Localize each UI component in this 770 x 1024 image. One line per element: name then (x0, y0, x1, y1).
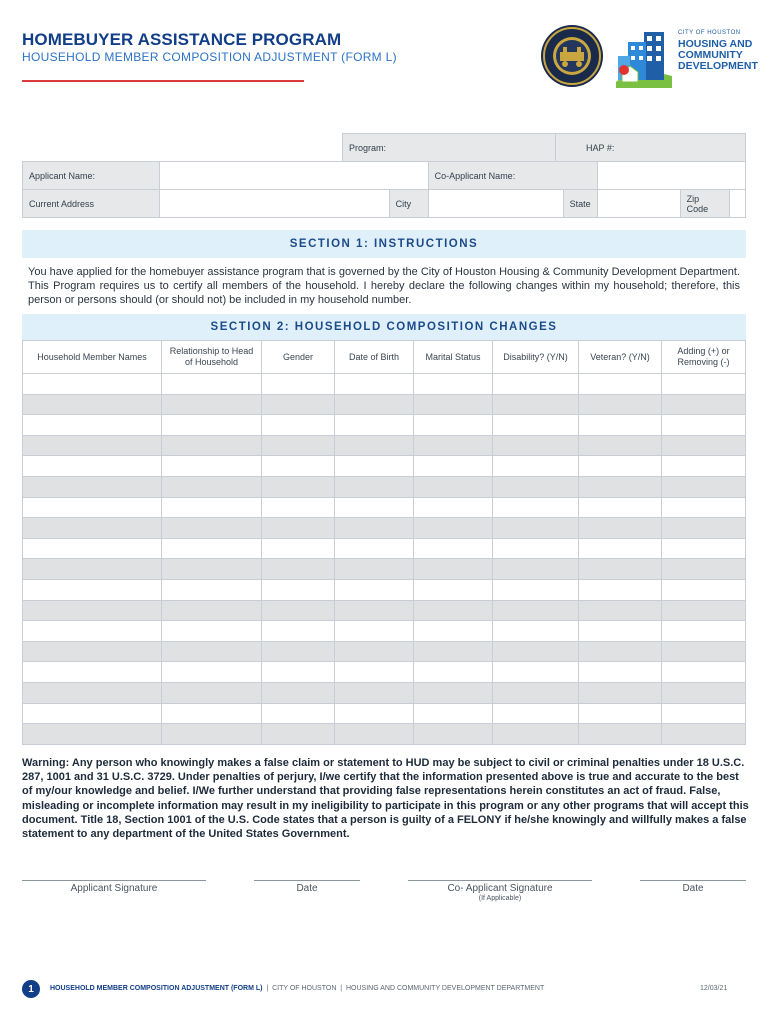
col-disability: Disability? (Y/N) (493, 341, 579, 374)
table-cell[interactable] (662, 518, 746, 539)
table-row (23, 476, 746, 497)
table-cell[interactable] (262, 374, 335, 395)
state-input[interactable] (597, 190, 680, 218)
table-cell[interactable] (414, 641, 493, 662)
table-cell[interactable] (493, 559, 579, 580)
table-row (23, 682, 746, 703)
logo-line-1: HOUSING AND (678, 38, 753, 50)
household-table-header (23, 341, 746, 374)
section-1-header: SECTION 1: INSTRUCTIONS (22, 230, 746, 258)
table-row (23, 724, 746, 745)
applicant-signature-line[interactable] (22, 880, 206, 881)
table-cell[interactable] (662, 621, 746, 642)
table-row (23, 394, 746, 415)
table-row (23, 374, 746, 395)
table-cell[interactable] (23, 559, 162, 580)
table-cell[interactable] (262, 641, 335, 662)
table-cell[interactable] (262, 682, 335, 703)
table-cell[interactable] (162, 435, 262, 456)
table-cell[interactable] (493, 600, 579, 621)
table-cell[interactable] (414, 476, 493, 497)
table-row (23, 662, 746, 683)
city-input[interactable] (428, 190, 563, 218)
table-cell[interactable] (493, 476, 579, 497)
table-cell[interactable] (162, 724, 262, 745)
hap-field[interactable] (556, 134, 746, 162)
coapplicant-signature-note: (If Applicable) (478, 895, 522, 902)
table-cell[interactable] (579, 662, 662, 683)
date-label-2: Date (682, 883, 704, 894)
table-cell[interactable] (162, 476, 262, 497)
table-cell[interactable] (262, 518, 335, 539)
table-cell[interactable] (162, 456, 262, 477)
buildings-icon (614, 26, 674, 90)
table-cell[interactable] (162, 703, 262, 724)
coapplicant-signature-line[interactable] (408, 880, 592, 881)
table-cell[interactable] (579, 415, 662, 436)
table-cell[interactable] (335, 559, 414, 580)
table-cell[interactable] (23, 724, 162, 745)
table-cell[interactable] (579, 703, 662, 724)
city-label-cell (389, 190, 428, 218)
table-cell[interactable] (414, 456, 493, 477)
footer-form-name: HOUSEHOLD MEMBER COMPOSITION ADJUSTMENT (FORM L) (50, 985, 263, 992)
table-cell[interactable] (662, 435, 746, 456)
table-cell[interactable] (579, 394, 662, 415)
address-input[interactable] (160, 190, 390, 218)
zip-input[interactable] (729, 190, 745, 218)
coapplicant-name-input[interactable] (597, 162, 745, 190)
applicant-name-label-cell (23, 162, 160, 190)
table-cell[interactable] (414, 394, 493, 415)
program-field[interactable] (343, 134, 556, 162)
table-cell[interactable] (23, 394, 162, 415)
table-cell[interactable] (162, 394, 262, 415)
table-cell[interactable] (579, 559, 662, 580)
table-cell[interactable] (662, 394, 746, 415)
table-cell[interactable] (662, 703, 746, 724)
footer-date: 12/03/21 (700, 985, 728, 992)
table-cell[interactable] (493, 435, 579, 456)
table-cell[interactable] (23, 435, 162, 456)
table-row (23, 621, 746, 642)
table-cell[interactable] (493, 703, 579, 724)
table-cell[interactable] (262, 497, 335, 518)
date-line-1[interactable] (254, 880, 360, 881)
title-divider (22, 80, 304, 82)
col-adding-removing: Adding (+) or Removing (-) (662, 341, 746, 374)
table-cell[interactable] (335, 682, 414, 703)
program-table (342, 133, 746, 162)
table-cell[interactable] (23, 538, 162, 559)
table-cell[interactable] (579, 518, 662, 539)
table-cell[interactable] (493, 374, 579, 395)
table-cell[interactable] (23, 476, 162, 497)
warning-text: Warning: Any person who knowingly makes a false claim or statement to HUD may be subject to civil or criminal penalties under 18 U.S.C. 287, 1001 and 31 U.S.C. 3729. Under penalties of perjury, I/we certify that the information presented above is true and accurate to the best of my/our knowledge and belief. I/We further understand that providing false representations herein constitutes an act of fraud. False, misleading or incomplete information may result in my ineligibility to participate in this program or any other programs that will accept this document. Title 18, Section 1001 of the U.S. Code states that a person is guilty of a FELONY if he/she knowingly and willfully makes a false statement to any department of the United States Government. (22, 757, 749, 841)
form-title: HOMEBUYER ASSISTANCE PROGRAM (22, 30, 342, 49)
form-subtitle: HOUSEHOLD MEMBER COMPOSITION ADJUSTMENT (FORM L) (22, 50, 397, 64)
state-label-cell (563, 190, 597, 218)
table-cell[interactable] (23, 703, 162, 724)
table-cell[interactable] (414, 374, 493, 395)
table-cell[interactable] (335, 456, 414, 477)
table-row (23, 456, 746, 477)
page-number: 1 (22, 980, 40, 998)
table-cell[interactable] (414, 579, 493, 600)
table-cell[interactable] (662, 724, 746, 745)
coapplicant-name-label-cell (428, 162, 597, 190)
table-cell[interactable] (23, 662, 162, 683)
table-cell[interactable] (579, 621, 662, 642)
logo-city-text: CITY OF HOUSTON (678, 30, 741, 36)
table-cell[interactable] (493, 641, 579, 662)
table-row (23, 497, 746, 518)
table-cell[interactable] (162, 538, 262, 559)
table-row (23, 435, 746, 456)
table-cell[interactable] (262, 435, 335, 456)
table-cell[interactable] (662, 641, 746, 662)
table-cell[interactable] (414, 538, 493, 559)
col-member-names: Household Member Names (23, 341, 162, 374)
table-cell[interactable] (414, 518, 493, 539)
table-cell[interactable] (414, 559, 493, 580)
table-cell[interactable] (335, 518, 414, 539)
hcd-logo (614, 26, 758, 90)
table-cell[interactable] (162, 579, 262, 600)
logo-line-3: DEVELOPMENT (678, 60, 758, 72)
table-cell[interactable] (262, 476, 335, 497)
table-cell[interactable] (23, 621, 162, 642)
table-cell[interactable] (414, 435, 493, 456)
coapplicant-name-label: Co-Applicant Name: (434, 170, 516, 181)
table-cell[interactable] (335, 600, 414, 621)
table-cell[interactable] (262, 621, 335, 642)
table-cell[interactable] (335, 497, 414, 518)
col-gender: Gender (262, 341, 335, 374)
table-cell[interactable] (579, 456, 662, 477)
table-cell[interactable] (262, 394, 335, 415)
logo-line-2: COMMUNITY (678, 49, 743, 61)
table-cell[interactable] (579, 724, 662, 745)
table-cell[interactable] (662, 456, 746, 477)
city-seal-icon (540, 24, 604, 88)
table-row (23, 703, 746, 724)
state-label: State (569, 198, 591, 209)
table-cell[interactable] (23, 600, 162, 621)
table-cell[interactable] (23, 456, 162, 477)
address-label: Current Address (29, 198, 95, 209)
table-cell[interactable] (23, 415, 162, 436)
table-cell[interactable] (662, 476, 746, 497)
instructions-text: You have applied for the homebuyer assistance program that is governed by the City of Houston Housing & Community Development Department. This Program requires us to certify all members of the household. I hereby declare the following changes within my household; therefore, this person or persons should (or should not) be included in my household number. (28, 266, 740, 306)
table-cell[interactable] (414, 682, 493, 703)
table-cell[interactable] (662, 579, 746, 600)
table-cell[interactable] (162, 559, 262, 580)
col-marital-status: Marital Status (414, 341, 493, 374)
table-cell[interactable] (662, 600, 746, 621)
date-line-2[interactable] (640, 880, 746, 881)
table-row (23, 600, 746, 621)
footer-city: CITY OF HOUSTON (272, 985, 337, 992)
table-cell[interactable] (262, 703, 335, 724)
section-2-header: SECTION 2: HOUSEHOLD COMPOSITION CHANGES (22, 314, 746, 340)
table-row (23, 538, 746, 559)
table-cell[interactable] (335, 703, 414, 724)
table-cell[interactable] (579, 435, 662, 456)
table-cell[interactable] (162, 497, 262, 518)
table-cell[interactable] (162, 518, 262, 539)
table-cell[interactable] (262, 600, 335, 621)
table-cell[interactable] (262, 559, 335, 580)
table-cell[interactable] (662, 662, 746, 683)
table-cell[interactable] (493, 662, 579, 683)
table-cell[interactable] (579, 600, 662, 621)
household-table (22, 340, 746, 745)
table-cell[interactable] (662, 538, 746, 559)
table-cell[interactable] (414, 600, 493, 621)
table-cell[interactable] (493, 579, 579, 600)
applicant-table (22, 161, 746, 218)
table-cell[interactable] (662, 559, 746, 580)
table-cell[interactable] (414, 415, 493, 436)
table-cell[interactable] (162, 621, 262, 642)
table-cell[interactable] (493, 394, 579, 415)
table-cell[interactable] (579, 374, 662, 395)
hap-label: HAP #: (586, 142, 615, 153)
table-cell[interactable] (262, 662, 335, 683)
table-cell[interactable] (23, 682, 162, 703)
address-label-cell (23, 190, 160, 218)
table-cell[interactable] (414, 724, 493, 745)
table-cell[interactable] (23, 579, 162, 600)
program-label: Program: (349, 142, 387, 153)
zip-label-cell (680, 190, 729, 218)
table-cell[interactable] (493, 682, 579, 703)
table-cell[interactable] (335, 662, 414, 683)
table-row (23, 518, 746, 539)
table-cell[interactable] (662, 415, 746, 436)
table-cell[interactable] (579, 641, 662, 662)
zip-label: Zip Code (686, 193, 709, 214)
table-cell[interactable] (335, 538, 414, 559)
table-cell[interactable] (579, 538, 662, 559)
coapplicant-signature-label: Co- Applicant Signature (447, 883, 553, 894)
table-cell[interactable] (579, 476, 662, 497)
applicant-name-label: Applicant Name: (29, 170, 96, 181)
table-cell[interactable] (262, 538, 335, 559)
table-cell[interactable] (335, 579, 414, 600)
table-cell[interactable] (493, 724, 579, 745)
table-cell[interactable] (262, 579, 335, 600)
table-row (23, 415, 746, 436)
table-cell[interactable] (493, 518, 579, 539)
table-cell[interactable] (262, 724, 335, 745)
footer-dept: HOUSING AND COMMUNITY DEVELOPMENT DEPARTMENT (346, 985, 545, 992)
table-cell[interactable] (493, 456, 579, 477)
date-label-1: Date (296, 883, 318, 894)
table-cell[interactable] (262, 415, 335, 436)
table-cell[interactable] (493, 621, 579, 642)
table-cell[interactable] (23, 497, 162, 518)
col-relationship: Relationship to Head of Household (162, 341, 262, 374)
table-cell[interactable] (335, 394, 414, 415)
table-cell[interactable] (23, 518, 162, 539)
table-cell[interactable] (162, 641, 262, 662)
table-row (23, 641, 746, 662)
table-cell[interactable] (414, 497, 493, 518)
col-veteran: Veteran? (Y/N) (579, 341, 662, 374)
table-cell[interactable] (579, 497, 662, 518)
table-cell[interactable] (262, 456, 335, 477)
table-cell[interactable] (23, 374, 162, 395)
table-row (23, 559, 746, 580)
table-cell[interactable] (579, 579, 662, 600)
table-cell[interactable] (335, 641, 414, 662)
table-cell[interactable] (662, 497, 746, 518)
table-cell[interactable] (335, 621, 414, 642)
table-cell[interactable] (335, 724, 414, 745)
table-cell[interactable] (493, 497, 579, 518)
table-cell[interactable] (579, 682, 662, 703)
applicant-name-input[interactable] (160, 162, 429, 190)
table-cell[interactable] (493, 538, 579, 559)
table-cell[interactable] (662, 682, 746, 703)
table-cell[interactable] (335, 374, 414, 395)
table-cell[interactable] (414, 703, 493, 724)
table-cell[interactable] (162, 374, 262, 395)
city-label: City (395, 198, 412, 209)
footer-text: HOUSEHOLD MEMBER COMPOSITION ADJUSTMENT (FORM L) | CITY OF HOUSTON | HOUSING AND COMMUNITY DEVELOPMENT DEPARTMENT (50, 985, 545, 992)
table-cell[interactable] (162, 415, 262, 436)
table-cell[interactable] (23, 641, 162, 662)
table-cell[interactable] (662, 374, 746, 395)
table-cell[interactable] (162, 662, 262, 683)
table-cell[interactable] (414, 662, 493, 683)
table-cell[interactable] (335, 476, 414, 497)
table-cell[interactable] (335, 435, 414, 456)
table-cell[interactable] (414, 621, 493, 642)
table-row (23, 579, 746, 600)
applicant-signature-label: Applicant Signature (70, 883, 158, 894)
table-cell[interactable] (162, 600, 262, 621)
table-cell[interactable] (162, 682, 262, 703)
table-cell[interactable] (335, 415, 414, 436)
col-date-of-birth: Date of Birth (335, 341, 414, 374)
table-cell[interactable] (493, 415, 579, 436)
